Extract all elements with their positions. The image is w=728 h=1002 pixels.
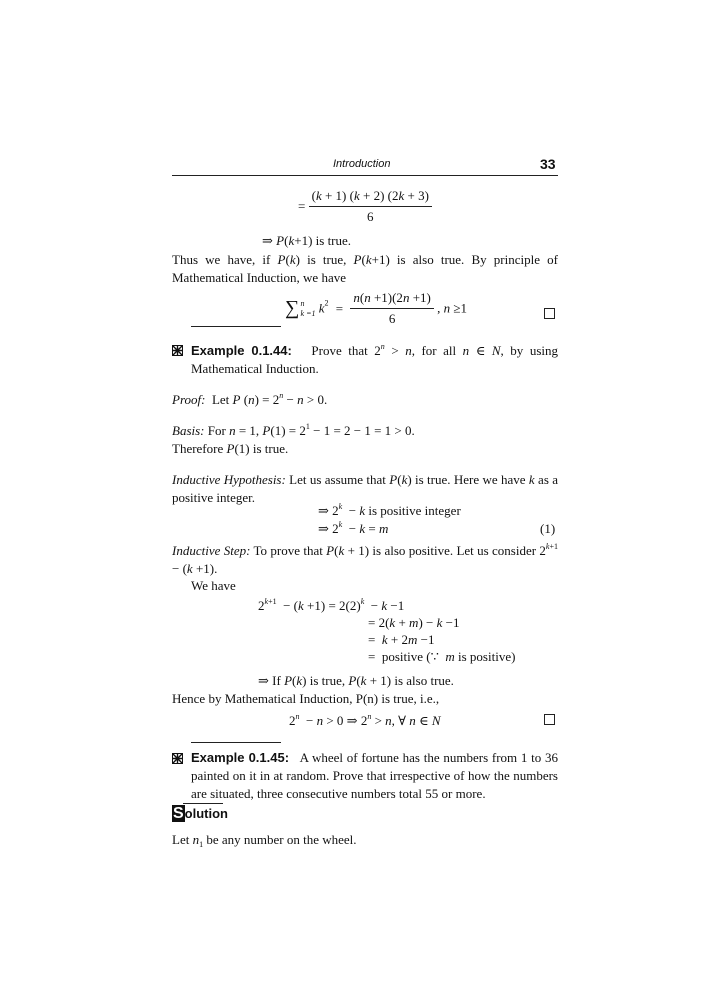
basis-conclusion: Therefore P(1) is true. xyxy=(172,441,289,456)
hence-line: Hence by Mathematical Induction, P(n) is true, i.e., xyxy=(172,691,440,706)
hypothesis-eq1: ⇒ 2$^k$ − k is positive integer xyxy=(318,502,461,518)
inductive-step: Inductive Step: To prove that P(k + 1) is also positive. Let us consider $2^{k+1} - (k +1)$. xyxy=(172,542,558,576)
step-line-1: $2^{k+1} - (k +1) = 2(2)^k - k -1$ xyxy=(258,597,405,613)
example-icon xyxy=(172,753,183,764)
proof-line: Proof: Let P $(n) = 2^n - n > 0$. xyxy=(172,391,328,407)
paragraph-induction: Thus we have, if P(k) is true, P(k+1) is also true. By principle of Mathematical Induction, we have xyxy=(172,252,558,285)
equation-number: (1) xyxy=(540,521,556,536)
final-equation: 2$^n$ − n > 0 ⇒ $2^n > n$, ∀ n ∈ N xyxy=(289,712,441,728)
equation-numerator: (k + 1) (k + 2) (2k + 3) xyxy=(309,188,432,207)
step-conclusion: ⇒ If P(k) is true, P(k + 1) is also true. xyxy=(258,673,454,688)
qed-box xyxy=(544,308,555,319)
last-line: Let $n_1$ be any number on the wheel. xyxy=(172,832,357,849)
example-rule-2 xyxy=(191,742,281,743)
example-45: Example 0.1.45: A wheel of fortune has the numbers from 1 to 36 painted on it in at random. Prove that irrespective of how the numbers are situated, three consecutive numbers total 55 or more. xyxy=(191,750,558,801)
solution-rule xyxy=(183,803,223,804)
implies-line: ⇒ P(k+1) is true. xyxy=(262,233,352,248)
equation-denominator: 6 xyxy=(367,209,374,224)
header-rule xyxy=(172,175,558,176)
qed-box-2 xyxy=(544,714,555,725)
basis-line: Basis: For n = 1, $P(1) = 2^1 - 1 = 2 - 1 = 1 > 0$. xyxy=(172,422,415,438)
inductive-hypothesis: Inductive Hypothesis: Let us assume that P(k) is true. Here we have k as a positive integer. xyxy=(172,472,558,505)
step-line-4: = positive (∵ m is positive) xyxy=(368,649,516,664)
hypothesis-eq2: ⇒ 2$^k$ − k = m xyxy=(318,520,389,536)
running-title: Introduction xyxy=(333,158,391,170)
example-44: Example 0.1.44: Prove that $2^n > n$, for all n ∈ N, by using Mathematical Induction. xyxy=(191,342,559,376)
page-number: 33 xyxy=(540,156,556,172)
solution-heading: Solution xyxy=(173,805,228,822)
example-rule xyxy=(191,326,281,327)
equation-top: = $\frac{(k + 1) (k + 2) (2k + 3)}{6}$ xyxy=(298,188,432,225)
step-line-2: = 2(k + m) − k −1 xyxy=(368,615,460,630)
sum-formula: ∑ n k =1 $k^2$ = $\frac{n(n +1)(2n +1)}{6}$ , n ≥1 xyxy=(285,290,467,326)
example-icon xyxy=(172,345,183,356)
we-have: We have xyxy=(191,578,236,593)
step-line-3: = k + 2m −1 xyxy=(368,632,435,647)
